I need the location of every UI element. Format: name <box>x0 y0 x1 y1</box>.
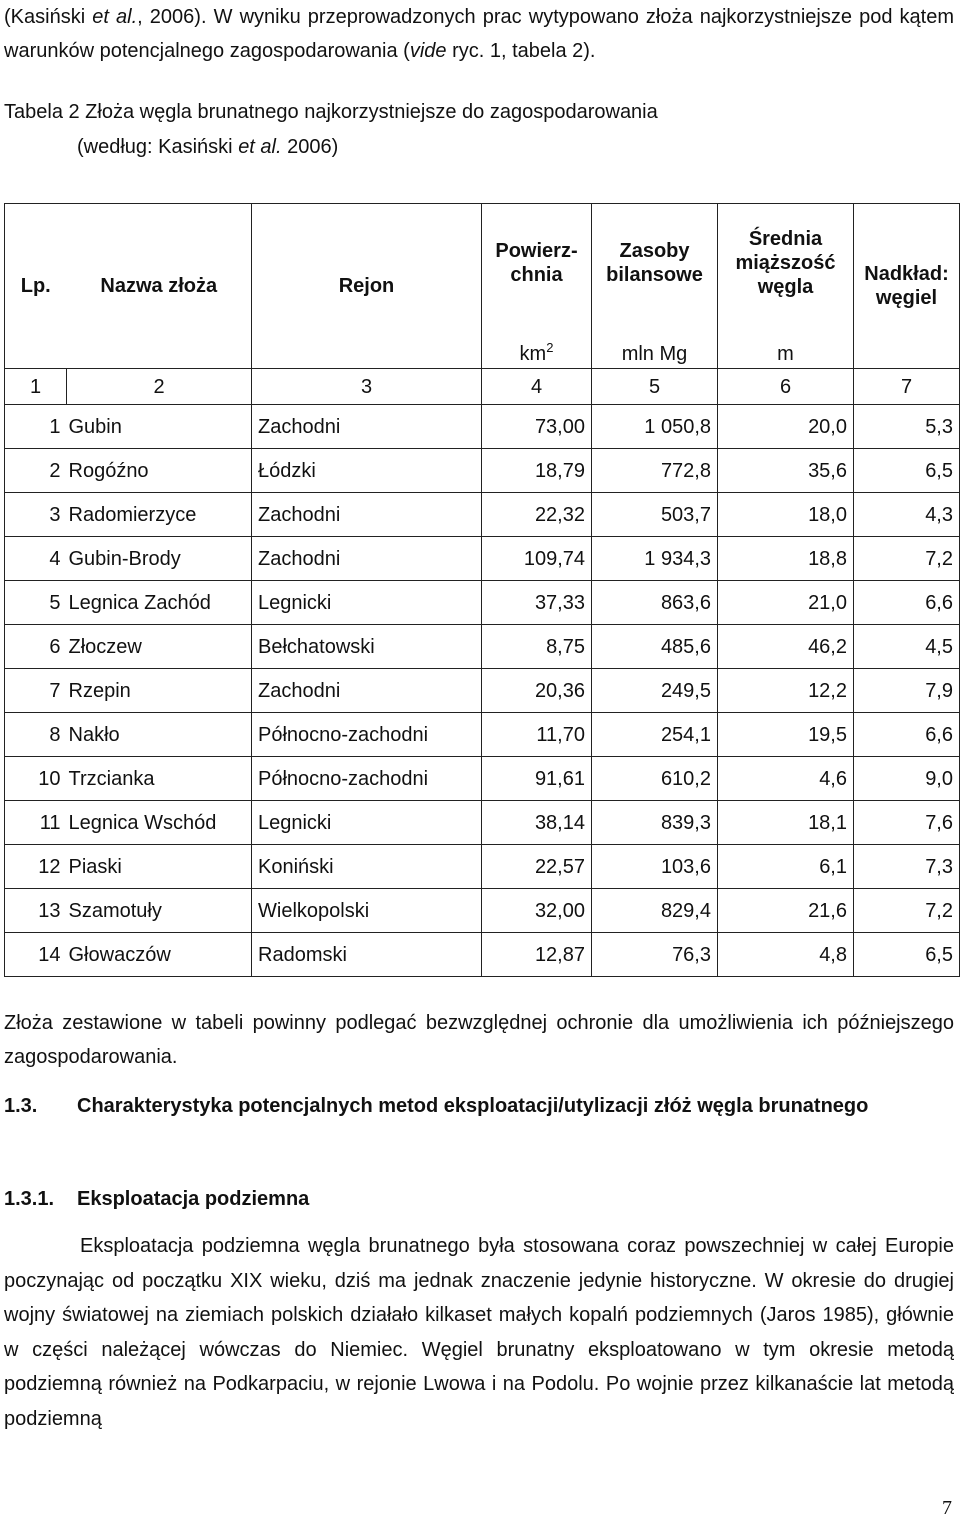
cell-reserves: 249,5 <box>592 669 718 713</box>
colnum-1: 1 <box>5 369 67 405</box>
cell-region: Zachodni <box>252 537 482 581</box>
table-row <box>5 669 960 713</box>
cell-lp: 12 <box>5 845 67 889</box>
cell-region: Łódzki <box>252 449 482 493</box>
cell-ratio: 7,2 <box>854 537 960 581</box>
cell-ratio: 5,3 <box>854 405 960 449</box>
header-reserves: Zasoby bilansowe <box>592 204 718 323</box>
cell-thickness: 19,5 <box>718 713 854 757</box>
header-thickness: Średnia miąższość węgla <box>718 204 854 323</box>
cell-thickness: 21,6 <box>718 889 854 933</box>
cell-thickness: 20,0 <box>718 405 854 449</box>
header-name: Nazwa złoża <box>67 204 252 369</box>
cell-ratio: 7,9 <box>854 669 960 713</box>
table-body <box>5 405 960 977</box>
unit-area-base: km <box>519 343 547 365</box>
cell-reserves: 829,4 <box>592 889 718 933</box>
cell-area: 22,32 <box>482 493 592 537</box>
unit-area <box>482 322 592 369</box>
table-row <box>5 581 960 625</box>
cell-region: Zachodni <box>252 669 482 713</box>
cell-lp: 11 <box>5 801 67 845</box>
section-1-3-1-title: Eksploatacja podziemna <box>77 1188 310 1210</box>
cell-lp: 4 <box>5 537 67 581</box>
cell-area: 18,79 <box>482 449 592 493</box>
table-row <box>5 889 960 933</box>
cell-area: 91,61 <box>482 757 592 801</box>
table-row <box>5 933 960 977</box>
colnum-4: 4 <box>482 369 592 405</box>
table-row <box>5 625 960 669</box>
cell-thickness: 4,6 <box>718 757 854 801</box>
cell-thickness: 12,2 <box>718 669 854 713</box>
section-1-3-number: 1.3. <box>4 1095 38 1117</box>
cell-thickness: 21,0 <box>718 581 854 625</box>
intro-paragraph <box>4 0 954 68</box>
intro-text-3: ryc. 1, tabela 2). <box>446 40 596 62</box>
cell-reserves: 1 050,8 <box>592 405 718 449</box>
body-paragraph: Eksploatacja podziemna węgla brunatnego była stosowana coraz powszechniej w całej Europie poczynając od początku XIX wieku, dziś ma jednak znaczenie jedynie historyczne. W okresie do drugiej wojny światowej na ziemiach polskich działało kilkaset małych kopalń podziemnych (Jaros 1985), głównie w części należącej wówczas do Niemiec. Węgiel brunatny eksploatowano w tym okresie metodą podziemną również na Podkarpaciu, w rejonie Lwowa i na Podolu. Po wojnie przez kilkanaście lat metodą podziemną <box>4 1235 954 1430</box>
table-row <box>5 449 960 493</box>
table-row <box>5 405 960 449</box>
cell-lp: 8 <box>5 713 67 757</box>
colnum-5: 5 <box>592 369 718 405</box>
cell-reserves: 254,1 <box>592 713 718 757</box>
caption-source-text: (według: Kasiński <box>77 136 239 158</box>
cell-region: Koniński <box>252 845 482 889</box>
cell-name: Rogóźno <box>67 449 252 493</box>
cell-thickness: 46,2 <box>718 625 854 669</box>
cell-lp: 5 <box>5 581 67 625</box>
cell-ratio: 6,5 <box>854 449 960 493</box>
cell-area: 37,33 <box>482 581 592 625</box>
header-region: Rejon <box>252 204 482 369</box>
cell-region: Legnicki <box>252 801 482 845</box>
cell-lp: 13 <box>5 889 67 933</box>
intro-etal: et al. <box>92 6 138 28</box>
table-row <box>5 713 960 757</box>
cell-name: Gubin-Brody <box>67 537 252 581</box>
cell-area: 38,14 <box>482 801 592 845</box>
cell-name: Piaski <box>67 845 252 889</box>
section-1-3-1-number: 1.3.1. <box>4 1188 55 1210</box>
table-row <box>5 537 960 581</box>
cell-thickness: 18,8 <box>718 537 854 581</box>
colnum-2: 2 <box>67 369 252 405</box>
cell-ratio: 7,3 <box>854 845 960 889</box>
cell-reserves: 485,6 <box>592 625 718 669</box>
cell-reserves: 863,6 <box>592 581 718 625</box>
unit-area-exponent: 2 <box>546 340 554 355</box>
intro-text-2: , 2006). W wyniku przeprowadzonych prac wytypowano złoża najkorzystniejsze pod kątem warunków potencjalnego zagospodarowania ( <box>4 6 955 62</box>
cell-region: Wielkopolski <box>252 889 482 933</box>
cell-reserves: 839,3 <box>592 801 718 845</box>
table-caption: Tabela 2 Złoża węgla brunatnego najkorzystniejsze do zagospodarowania <box>4 101 658 123</box>
cell-region: Północno-zachodni <box>252 713 482 757</box>
cell-lp: 14 <box>5 933 67 977</box>
cell-area: 20,36 <box>482 669 592 713</box>
cell-name: Złoczew <box>67 625 252 669</box>
table-column-numbers <box>5 369 960 405</box>
cell-area: 32,00 <box>482 889 592 933</box>
table-row <box>5 493 960 537</box>
cell-thickness: 6,1 <box>718 845 854 889</box>
cell-name: Trzcianka <box>67 757 252 801</box>
cell-thickness: 35,6 <box>718 449 854 493</box>
cell-ratio: 4,3 <box>854 493 960 537</box>
intro-vide: vide <box>409 40 447 62</box>
cell-thickness: 4,8 <box>718 933 854 977</box>
cell-area: 109,74 <box>482 537 592 581</box>
cell-reserves: 503,7 <box>592 493 718 537</box>
cell-area: 11,70 <box>482 713 592 757</box>
cell-lp: 6 <box>5 625 67 669</box>
cell-lp: 1 <box>5 405 67 449</box>
cell-name: Szamotuły <box>67 889 252 933</box>
intro-text: (Kasiński <box>4 6 93 28</box>
cell-lp: 10 <box>5 757 67 801</box>
caption-source-year: 2006) <box>281 136 339 158</box>
cell-name: Nakło <box>67 713 252 757</box>
cell-name: Gubin <box>67 405 252 449</box>
cell-region: Bełchatowski <box>252 625 482 669</box>
cell-area: 12,87 <box>482 933 592 977</box>
cell-ratio: 6,6 <box>854 581 960 625</box>
cell-name: Głowaczów <box>67 933 252 977</box>
colnum-6: 6 <box>718 369 854 405</box>
colnum-3: 3 <box>252 369 482 405</box>
header-lp: Lp. <box>5 204 67 369</box>
table-header-row <box>5 204 960 323</box>
cell-ratio: 6,6 <box>854 713 960 757</box>
deposits-table <box>4 203 960 977</box>
cell-region: Radomski <box>252 933 482 977</box>
unit-reserves: mln Mg <box>592 322 718 369</box>
cell-region: Północno-zachodni <box>252 757 482 801</box>
cell-region: Zachodni <box>252 405 482 449</box>
table-caption-source <box>77 131 338 163</box>
section-1-3-heading <box>4 1089 954 1123</box>
section-1-3-title: Charakterystyka potencjalnych metod eksploatacji/utylizacji złóż węgla brunatnego <box>77 1095 869 1117</box>
cell-lp: 7 <box>5 669 67 713</box>
cell-name: Legnica Wschód <box>67 801 252 845</box>
cell-reserves: 76,3 <box>592 933 718 977</box>
cell-lp: 3 <box>5 493 67 537</box>
cell-reserves: 1 934,3 <box>592 537 718 581</box>
cell-ratio: 7,2 <box>854 889 960 933</box>
header-area: Powierz-chnia <box>482 204 592 323</box>
caption-source-etal: et al. <box>238 136 282 158</box>
table-row <box>5 845 960 889</box>
cell-reserves: 772,8 <box>592 449 718 493</box>
cell-reserves: 610,2 <box>592 757 718 801</box>
cell-region: Legnicki <box>252 581 482 625</box>
cell-ratio: 9,0 <box>854 757 960 801</box>
cell-ratio: 4,5 <box>854 625 960 669</box>
cell-name: Rzepin <box>67 669 252 713</box>
cell-reserves: 103,6 <box>592 845 718 889</box>
cell-thickness: 18,1 <box>718 801 854 845</box>
cell-region: Zachodni <box>252 493 482 537</box>
table-row <box>5 801 960 845</box>
cell-area: 8,75 <box>482 625 592 669</box>
cell-name: Radomierzyce <box>67 493 252 537</box>
unit-thickness: m <box>718 322 854 369</box>
cell-area: 22,57 <box>482 845 592 889</box>
section-1-3-1-heading <box>4 1182 954 1216</box>
cell-ratio: 7,6 <box>854 801 960 845</box>
cell-name: Legnica Zachód <box>67 581 252 625</box>
header-ratio: Nadkład: węgiel <box>854 204 960 369</box>
cell-area: 73,00 <box>482 405 592 449</box>
after-table-paragraph: Złoża zestawione w tabeli powinny podlegać bezwzględnej ochronie dla umożliwienia ich późniejszego zagospodarowania. <box>4 1012 954 1068</box>
page-number: 7 <box>942 1497 952 1519</box>
cell-ratio: 6,5 <box>854 933 960 977</box>
colnum-7: 7 <box>854 369 960 405</box>
cell-thickness: 18,0 <box>718 493 854 537</box>
table-row <box>5 757 960 801</box>
cell-lp: 2 <box>5 449 67 493</box>
